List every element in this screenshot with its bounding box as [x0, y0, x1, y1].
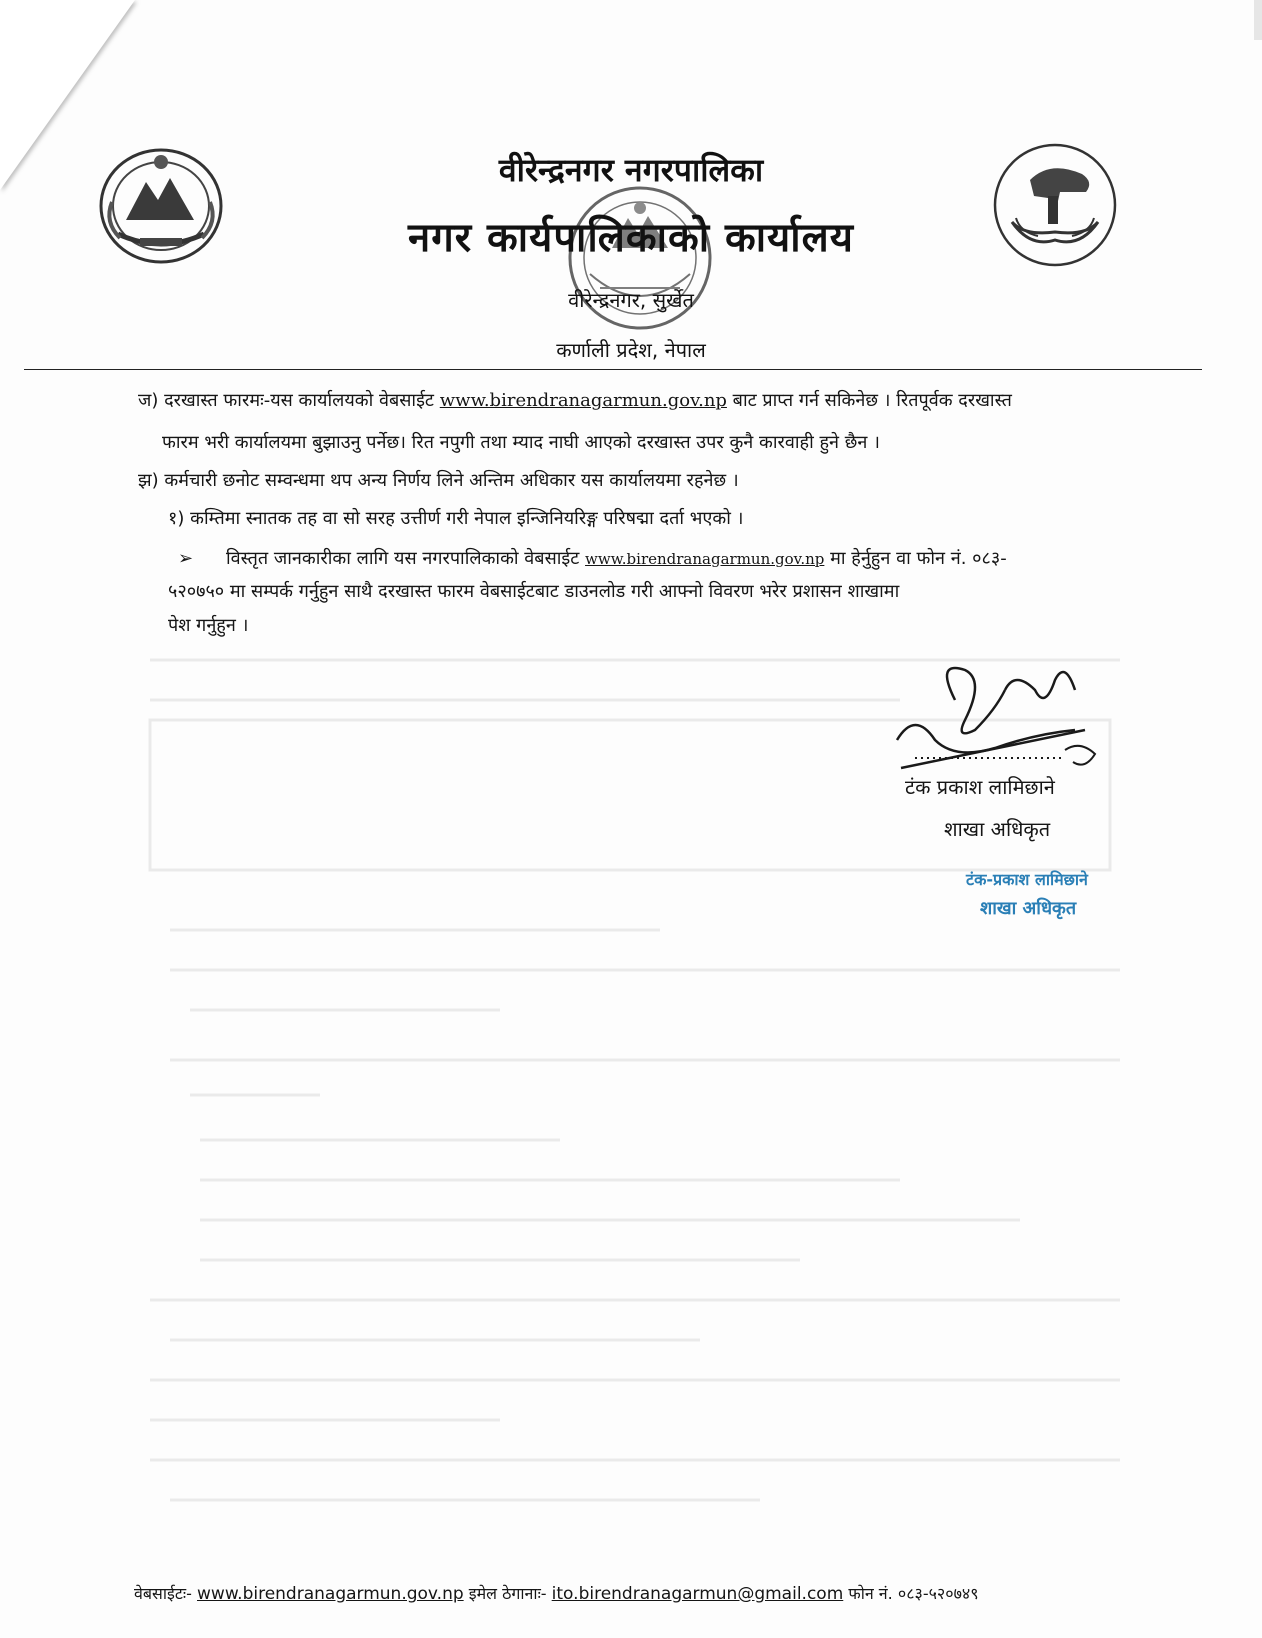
ja-text-pre: दरखास्त फारमः-यस कार्यालयको वेबसाईट [164, 390, 435, 411]
item-1 [168, 497, 743, 541]
stamp-name: टंक-प्रकाश लामिछाने [966, 870, 1088, 889]
footer-email-link[interactable]: ito.birendranagarmun@gmail.com [551, 1584, 844, 1604]
municipality-name: वीरेन्द्रनगर नगरपालिका [498, 151, 764, 189]
stamp-title: शाखा अधिकृत [980, 898, 1077, 919]
ja-website-link[interactable]: www.birendranagarmun.gov.np [439, 390, 727, 411]
footer-email-label: इमेल ठेगानाः- [468, 1584, 547, 1603]
arrow-bullet-icon: ➢ [178, 548, 194, 569]
footer-phone: ०८३-५२०७४९ [897, 1584, 979, 1603]
note-text-pre: विस्तृत जानकारीका लागि यस नगरपालिकाको वेबसाईट [226, 548, 580, 569]
footer-phone-label: फोन नं. [848, 1584, 893, 1603]
province-country: कर्णाली प्रदेश, नेपाल [556, 338, 706, 362]
note-line-2: ५२०७५० मा सम्पर्क गर्नुहुन साथै दरखास्त फारम वेबसाईटबाट डाउनलोड गरी आफ्नो विवरण भरेर प्रशासन शाखामा [168, 581, 900, 602]
item-1-text: कम्तिमा स्नातक तह वा सो सरह उत्तीर्ण गरी नेपाल इन्जिनियरिङ्ग परिषद्मा दर्ता भएको । [190, 508, 744, 529]
page-edge [1254, 0, 1262, 40]
jha-label: झ) [138, 470, 159, 491]
footer-website-link[interactable]: www.birendranagarmun.gov.np [197, 1584, 464, 1604]
office-name: नगर कार्यपालिकाको कार्यालय [408, 214, 854, 261]
footer [134, 1582, 979, 1604]
ja-line-1 [138, 379, 1012, 423]
header-divider [24, 369, 1202, 370]
ja-line-2: फारम भरी कार्यालयमा बुझाउनु पर्नेछ। रित नपुगी तथा म्याद नाघी आएको दरखास्त उपर कुनै कारवाही हुने छैन । [162, 432, 880, 453]
signatory-name: टंक प्रकाश लामिछाने [905, 775, 1055, 799]
note-text-post: मा हेर्नुहुन वा फोन नं. ०८३- [830, 548, 1007, 569]
note-line-3: पेश गर्नुहुन । [168, 615, 249, 636]
signatory-title: शाखा अधिकृत [944, 817, 1051, 841]
ja-label: ज) [138, 390, 159, 411]
item-1-label: १) [168, 508, 185, 529]
ja-text-post: बाट प्राप्त गर्न सकिनेछ । रितपूर्वक दरखास्त [732, 390, 1012, 411]
jha-text: कर्मचारी छनोट सम्वन्धमा थप अन्य निर्णय लिने अन्तिम अधिकार यस कार्यालयमा रहनेछ । [164, 470, 739, 491]
footer-website-label: वेबसाईटः- [134, 1584, 192, 1603]
office-location: वीरेन्द्रनगर, सुर्खेत [568, 288, 694, 312]
note-website-link[interactable]: www.birendranagarmun.gov.np [585, 550, 825, 568]
